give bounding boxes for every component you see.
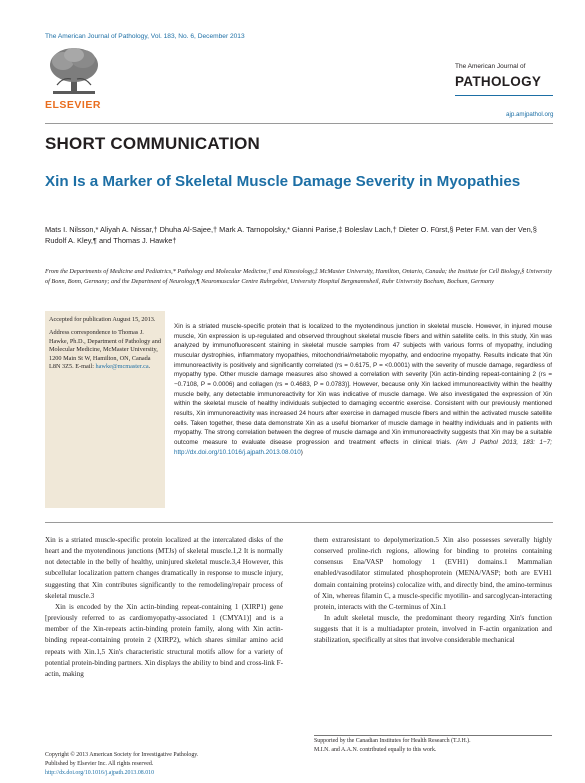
section-heading: SHORT COMMUNICATION [45,134,261,153]
journal-name-small: The American Journal of [455,63,526,70]
email-link[interactable]: hawke@mcmaster.ca [95,363,149,371]
equal-contribution-line: M.I.N. and A.A.N. contributed equally to this work. [314,747,437,753]
doi-link[interactable]: http://dx.doi.org/10.1016/j.ajpath.2013.08.010 [45,770,155,777]
accepted-date: Accepted for publication August 15, 2013. [49,316,156,323]
copyright-line: Copyright © 2013 American Society for Investigative Pathology. [45,752,199,758]
email-suffix: . [148,363,151,371]
article-title: Xin Is a Marker of Skeletal Muscle Damage Severity in Myopathies [45,173,521,190]
abstract-divider [45,522,553,523]
funding-line: Supported by the Canadian Institutes for Health Research (T.J.H.). [314,738,471,744]
copyright-block [45,751,305,779]
sidebar-text [49,316,163,376]
abstract-text: Xin is a striated muscle-specific protein that is localized to the myotendinous junction in skeletal muscle. However, in injured mouse muscle, Xin expression is up-regulated and observed throughout skeletal muscle fibers and within satellite cells. In this study, Xin was analyzed by immunofluorescent staining in skeletal muscle samples from 47 subjects with various forms of myopathy, including muscular dystrophies, inflammatory myopathies, mitochondrial/metabolic myopathy, and endocrine myopathy. Results indicate that Xin immunoreactivity is positively and significantly correlated (rs = 0.6175, P = <0.0001) with the severity of muscle damage, regardless of myopathy type. Other muscle damage measures also showed a correlation with severity [Xin actin-binding repeat-containing 2 (rs = −0.7108, P = 0.0006) and collagen (rs = 0.4683, P = 0.0783)]. However, because only Xin lacked immunoreactivity within the healthy muscle belly, any detectable immunoreactivity for Xin was indicative of muscle damage. We also investigated the expression of Xin within the skeletal muscle of healthy individuals subjected to damaging eccentric exercise. Consistent with our previously mentioned results, Xin immunoreactivity was increased 24 hours after exercise in damaged muscle fibers and within the activated muscle satellite cells. Taken together, these data demonstrate Xin as a useful biomarker of muscle damage in healthy individuals and in patients with myopathy. The strong correlation between the degree of muscle damage and Xin immunoreactivity suggests that Xin may be a suitable outcome measure to evaluate disease progression and treatment effects in clinical trials. [174,323,552,446]
abstract-citation-end: ) [300,448,303,456]
body-paragraph: them extraresistant to depolymerization.5 Xin also possesses severally highly conserved proline-rich regions, allowing for binding to proteins containing consensus Ena/VASP homology 1 (EVH1) domains.1 Mammalian enabled/vasodilator stimulated phosphoprotein (MENA/VASP; both are EVH1 domain containing proteins) colocalize with, and directly bind, the amino-terminus of Xin, whereas filamin C, a muscle-specific myotilin- and sarcoglycan-interacting protein, interacts with the C-terminus of Xin.1 [314,536,552,611]
journal-name: PATHOLOGY [455,74,542,89]
body-paragraph: Xin is a striated muscle-specific protein localized at the intercalated disks of the heart and the myotendinous junctions (MTJs) of skeletal muscle.1,2 It is normally not detectable in the belly of healthy, uninjured skeletal muscle.3,4 However, this subcellular localization pattern changes dramatically in response to muscle injury, suggesting that Xin contributes significantly to the remodeling/repair process of skeletal muscle.3 [45,536,283,600]
body-column-right [314,535,552,647]
abstract-citation: (Am J Pathol 2013, 183: 1−7; [455,438,552,446]
funding-footnote [314,737,552,755]
journal-url-link[interactable]: ajp.amjpathol.org [506,111,554,118]
affiliations: From the Departments of Medicine and Pediatrics,* Pathology and Molecular Medicine,† and Kinesiology,‡ McMaster University, Hamilton, Ontario, Canada; the Institute for Cell Biology,§ University of Bonn, Bonn, Germany; and the Department of Neurology,¶ Neuromuscular Centre Ruhrgebiet, University Hospital Bergmannsheil, Ruhr University Bochum, Bochum, Germany [45,268,552,285]
footnote-divider [314,735,552,736]
journal-rule [455,95,553,96]
publisher-name: ELSEVIER [45,99,101,111]
author-list: Mats I. Nilsson,* Aliyah A. Nissar,† Dhuha Al-Sajee,† Mark A. Tarnopolsky,* Gianni Parise,‡ Boleslav Lach,† Dieter O. Fürst,§ Peter F.M. van der Ven,§ Rudolf A. Kley,¶ and Thomas J. Hawke† [45,225,537,245]
elsevier-tree-logo [45,45,103,103]
body-column-left [45,535,283,680]
abstract-doi-link[interactable]: http://dx.doi.org/10.1016/j.ajpath.2013.08.010 [174,448,301,456]
header-divider [45,123,553,124]
abstract [174,322,552,457]
journal-citation-line: The American Journal of Pathology, Vol. 183, No. 6, December 2013 [45,33,245,40]
body-paragraph: In adult skeletal muscle, the predominant theory regarding Xin's function suggests that it is a multiadapter protein, involved in F-actin organization and stabilization, specifically at sites that involve considerable mechanical [314,614,552,645]
publisher-line: Published by Elsevier Inc. All rights reserved. [45,761,154,768]
correspondence-address: Address correspondence to Thomas J. Hawke, Ph.D., Department of Pathology and Molecular Medicine, McMaster University, 1200 Main St W, Hamilton, ON, Canada L8N 3Z5. E-mail: [49,329,161,371]
correspondence [49,329,163,371]
body-paragraph: Xin is encoded by the Xin actin-binding repeat-containing 1 (XIRP1) gene [previously referred to as cardiomyopathy-associated 1 (CMYA1)] and is a member of the Xin-repeats actin-binding protein family, along with Xin actin-binding repeat-containing protein 2 (XIRP2), which shares similar amino acid repeats with Xin.1,5 Xin's characteristic structural motifs allow for a variety of potential protein-binding partners. Xin displays the ability to bind and cross-link F-actin, making [45,602,283,678]
